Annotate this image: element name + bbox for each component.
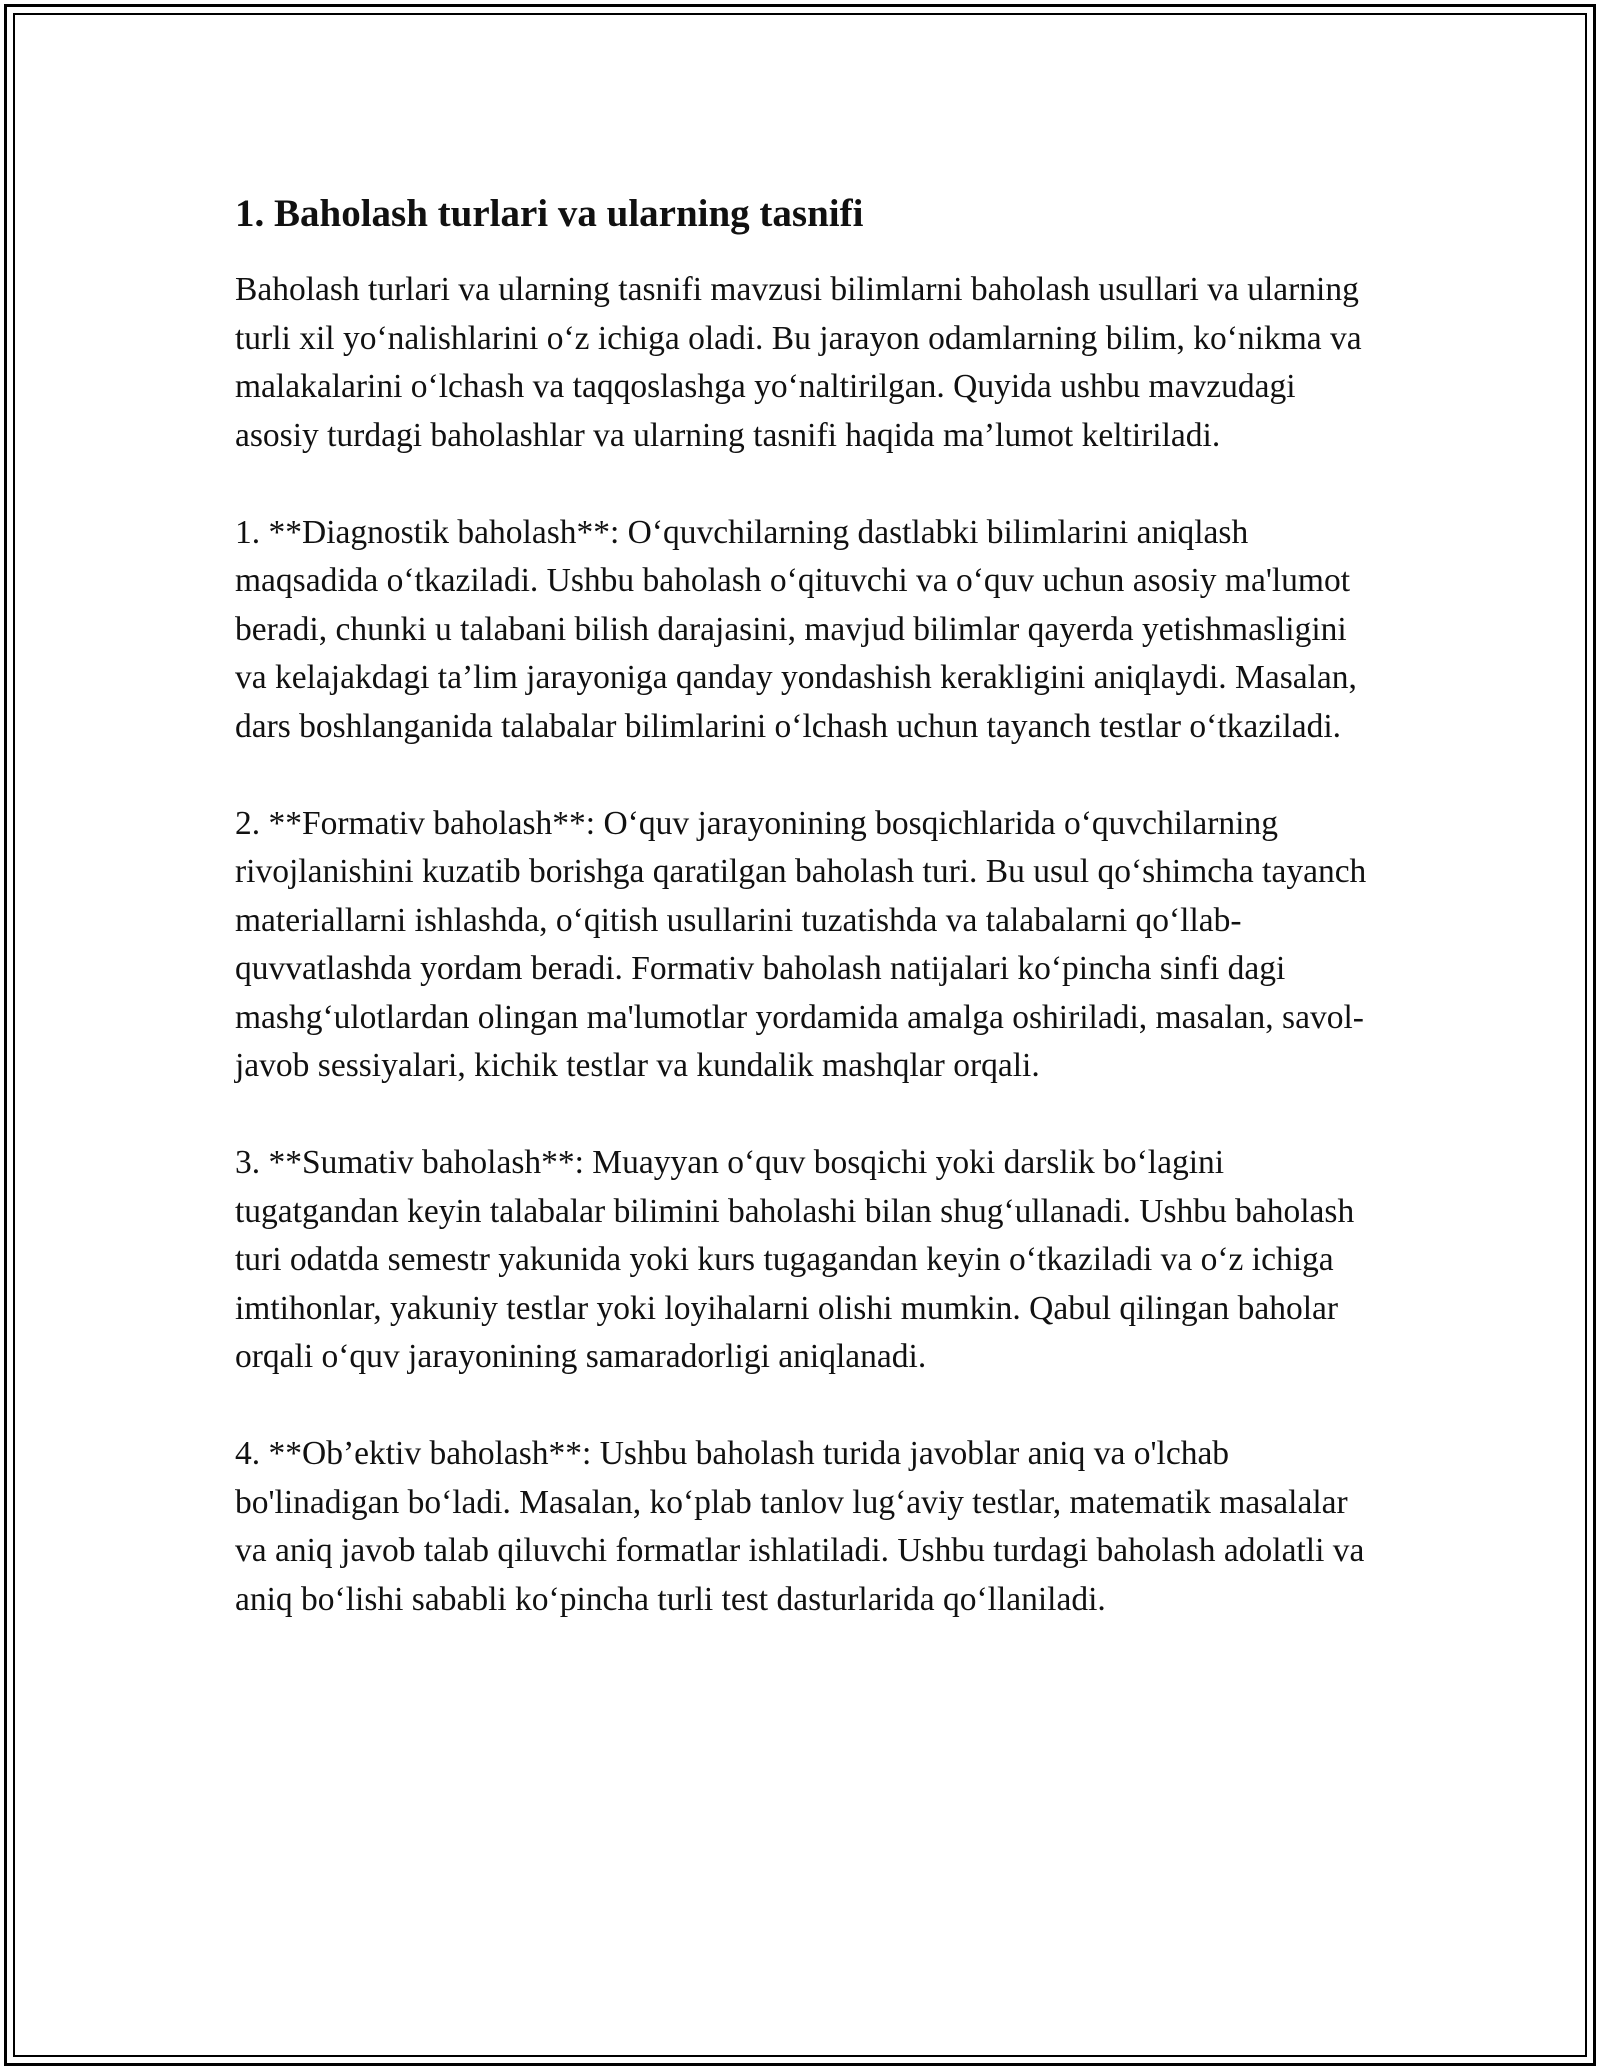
formative-paragraph: 2. **Formativ baholash**: O‘quv jarayonining bosqichlarida o‘quvchilarning rivojlanishini kuzatib borishga qaratilgan baholash turi. Bu usul qo‘shimcha tayanch materiallarni ishlashda, o‘qitish usullarini tuzatishda va talabalarni qo‘llab-quvvatlashda yordam beradi. Formativ baholash natijalari ko‘pincha sinfi dagi mashg‘ulotlardan olingan ma'lumotlar yordamida amalga oshiriladi, masalan, savol-javob sessiyalari, kichik testlar va kundalik mashqlar orqali.: [235, 804, 1367, 1084]
section-heading: 1. Baholash turlari va ularning tasnifi: [235, 192, 864, 235]
intro-paragraph: Baholash turlari va ularning tasnifi mavzusi bilimlarni baholash usullari va ularning turli xil yo‘nalishlarini o‘z ichiga oladi. Bu jarayon odamlarning bilim, ko‘nikma va malakalarini o‘lchash va taqqoslashga yo‘naltirilgan. Quyida ushbu mavzudagi asosiy turdagi baholashlar va ularning tasnifi haqida ma’lumot keltiriladi.: [235, 271, 1362, 454]
diagnostic-paragraph: 1. **Diagnostik baholash**: O‘quvchilarning dastlabki bilimlarini aniqlash maqsadida o‘tkaziladi. Ushbu baholash o‘qituvchi va o‘quv uchun asosiy ma'lumot beradi, chunki u talabani bilish darajasini, mavjud bilimlar qayerda yetishmasligini va kelajakdagi ta’lim jarayoniga qanday yondashish kerakligini aniqlaydi. Masalan, dars boshlanganida talabalar bilimlarini o‘lchash uchun tayanch testlar o‘tkaziladi.: [235, 513, 1357, 745]
document-body: [235, 188, 1375, 1673]
summative-paragraph: 3. **Sumativ baholash**: Muayyan o‘quv bosqichi yoki darslik bo‘lagini tugatgandan keyin talabalar bilimini baholashi bilan shug‘ullanadi. Ushbu baholash turi odatda semestr yakunida yoki kurs tugagandan keyin o‘tkaziladi va o‘z ichiga imtihonlar, yakuniy testlar yoki loyihalarni olishi mumkin. Qabul qilingan baholar orqali o‘quv jarayonining samaradorligi aniqlanadi.: [235, 1144, 1355, 1375]
objective-paragraph: 4. **Ob’ektiv baholash**: Ushbu baholash turida javoblar aniq va o'lchab bo'linadigan bo‘ladi. Masalan, ko‘plab tanlov lug‘aviy testlar, matematik masalalar va aniq javob talab qiluvchi formatlar ishlatiladi. Ushbu turdagi baholash adolatli va aniq bo‘lishi sababli ko‘pincha turli test dasturlarida qo‘llaniladi.: [235, 1435, 1365, 1618]
